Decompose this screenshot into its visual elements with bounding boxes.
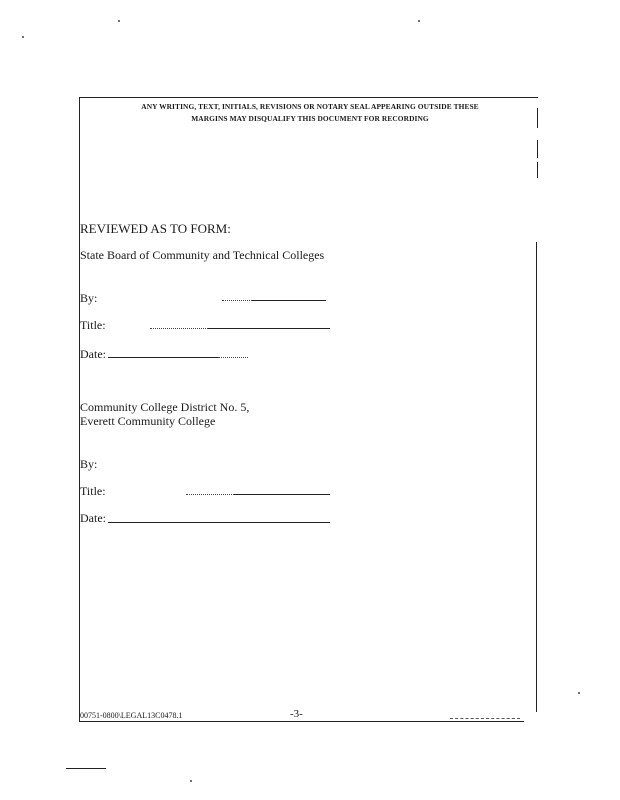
margin-right-line [537, 140, 538, 158]
recording-notice-line-2: MARGINS MAY DISQUALIFY THIS DOCUMENT FOR RECORDING [191, 114, 429, 123]
college-by-label: By: [80, 457, 98, 471]
margin-bottom-line [79, 721, 524, 722]
board-title-label: Title: [80, 318, 106, 332]
board-title-line [208, 328, 330, 329]
college-title-line [234, 494, 330, 495]
margin-right-line [537, 108, 538, 128]
board-date-line [108, 357, 218, 358]
board-org-name: State Board of Community and Technical Colleges [80, 248, 325, 262]
recording-notice [90, 101, 530, 125]
margin-right-line [537, 162, 538, 178]
college-date-line [108, 522, 330, 523]
page-number: -3- [290, 708, 303, 720]
board-by-signature-line [252, 300, 326, 301]
board-by-signature-line [222, 300, 252, 301]
college-date-label: Date: [80, 511, 106, 525]
scan-speck [578, 692, 580, 694]
scan-artifact-line [66, 768, 106, 769]
document-code: 00751-0800\LEGAL13C0478.1 [80, 711, 183, 720]
scan-speck [118, 20, 120, 22]
board-title-line [150, 328, 208, 329]
scan-speck [22, 36, 24, 38]
scan-speck [190, 780, 192, 782]
margin-right-line [536, 242, 537, 712]
college-org-line-2: Everett Community College [80, 414, 216, 428]
board-date-line [218, 357, 248, 358]
college-title-label: Title: [80, 484, 106, 498]
college-org-line-1: Community College District No. 5, [80, 400, 250, 414]
recording-notice-line-1: ANY WRITING, TEXT, INITIALS, REVISIONS OR NOTARY SEAL APPEARING OUTSIDE THESE [141, 102, 479, 111]
college-title-line [186, 494, 234, 495]
margin-top-line [80, 97, 538, 98]
review-heading: REVIEWED AS TO FORM: [80, 221, 231, 236]
board-date-label: Date: [80, 347, 106, 361]
board-by-label: By: [80, 291, 98, 305]
footer-dash-line [450, 718, 520, 719]
scan-speck [418, 20, 420, 22]
